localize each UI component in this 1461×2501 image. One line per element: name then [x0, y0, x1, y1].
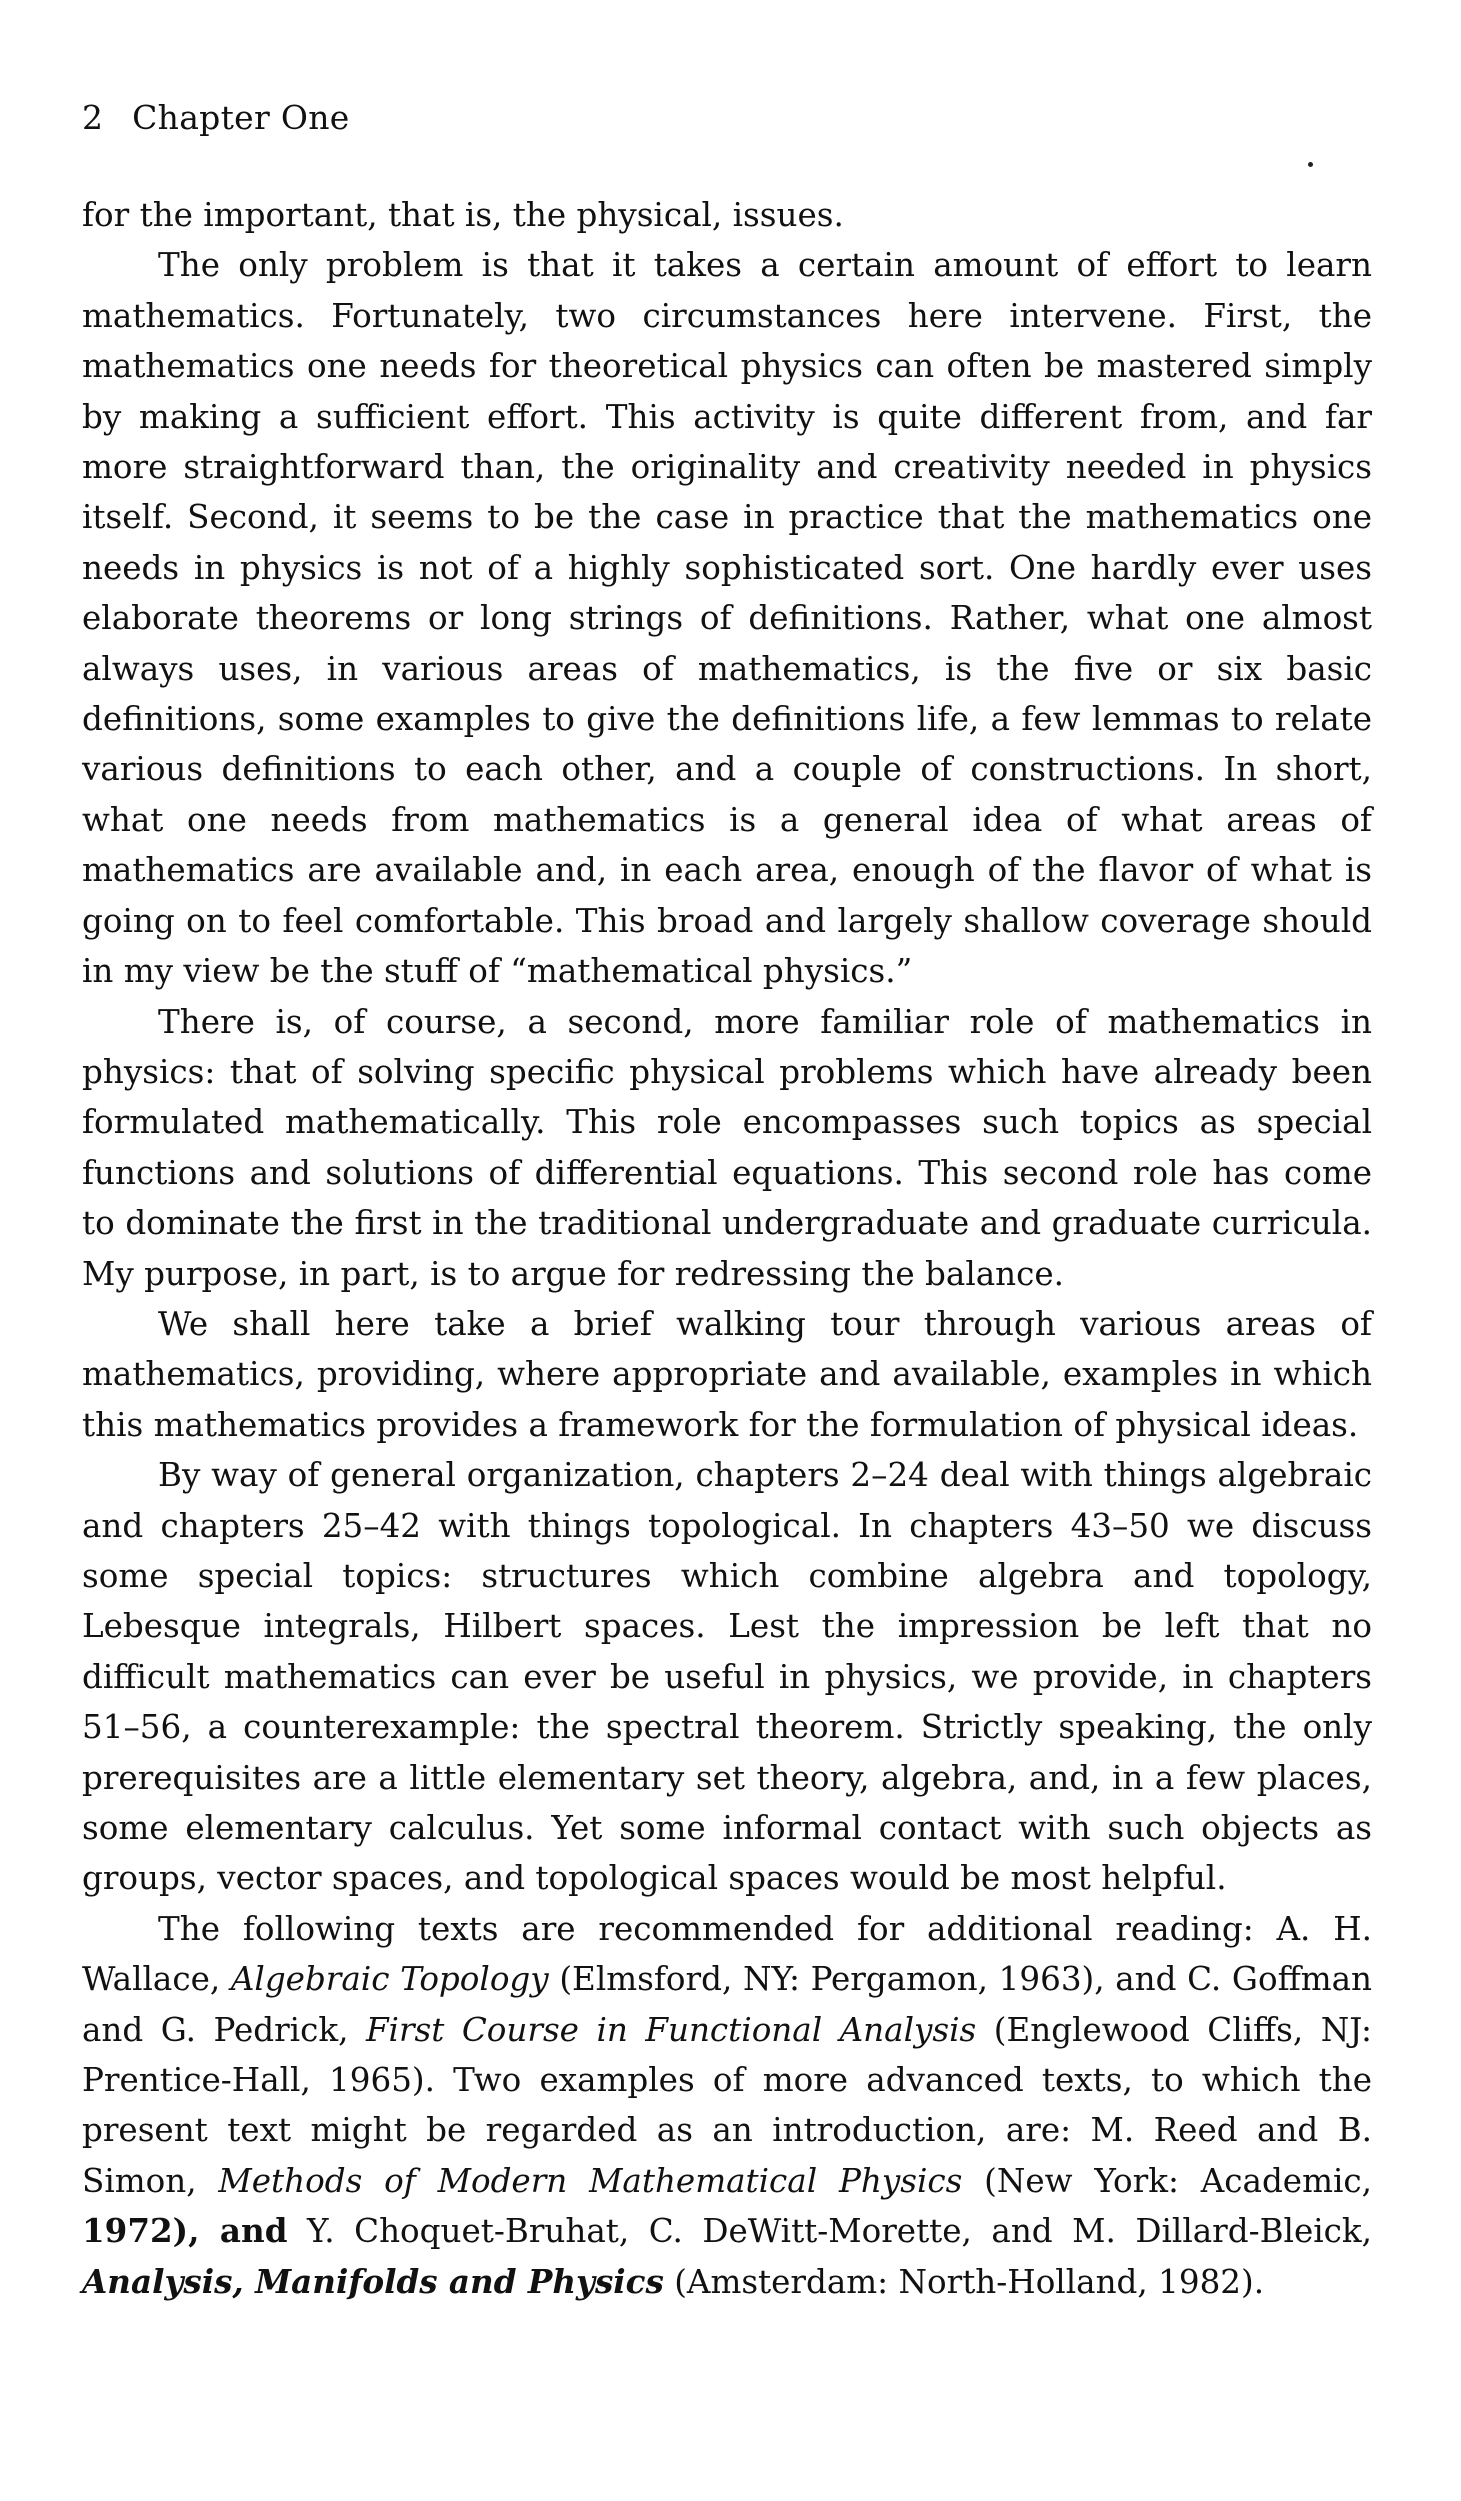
book-title-functional-analysis: First Course in Functional Analysis: [365, 2010, 977, 2049]
book4-authors: Y. Choquet-Bruhat, C. DeWitt-Morette, and M. Dillard-Bleick,: [287, 2212, 1372, 2251]
running-head: [82, 98, 1372, 138]
paragraph-walking-tour: We shall here take a brief walking tour through various areas of mathematics, providing, where appropriate and available, examples in which this mathematics provides a framework for the formulation of physical ideas.: [82, 1304, 1372, 1444]
book-title-algebraic-topology: Algebraic Topology: [230, 1960, 549, 1999]
paragraph-effort: The only problem is that it takes a certain amount of effort to learn mathematics. Fortunately, two circumstances here intervene. First, the mathematics one needs for theoretical physics can often be mastered simply by making a sufficient effort. This activity is quite different from, and far more straightforward than, the originality and creativity needed in physics itself. Second, it seems to be the case in practice that the mathematics one needs in physics is not of a highly sophisticated sort. One hardly ever uses elaborate theorems or long strings of definitions. Rather, what one almost always uses, in various areas of mathematics, is the five or six basic definitions, some examples to give the definitions life, a few lemmas to relate various definitions to each other, and a couple of constructions. In short, what one needs from mathematics is a general idea of what areas of mathematics are available and, in each area, enough of the flavor of what is going on to feel comfortable. This broad and largely shallow coverage should in my view be the stuff of “mathematical physics.”: [82, 246, 1372, 991]
book3-year: 1972), and: [82, 2211, 288, 2251]
book2-publication: (Englewood Cliffs, NJ: Prentice-Hall, 1965). Two examples of more advanced texts, to which the present text might be regarded as an introduction, are: M. Reed and B. Simon,: [82, 2010, 1372, 2200]
book-title-modern-math-physics: Methods of Modern Mathematical Physics: [218, 2161, 963, 2200]
book-title-analysis-manifolds-physics: Analysis, Manifolds and Physics: [82, 2261, 664, 2301]
references-intro: The following texts are recommended for additional reading: A. H. Wallace,: [82, 1909, 1372, 1999]
paragraph-references: [82, 1904, 1372, 2307]
paragraph-organization: By way of general organization, chapters 2–24 deal with things algebraic and chapters 25–42 with things topological. In chapters 43–50 we discuss some special topics: structures which combine algebra and topology, Lebesque integrals, Hilbert spaces. Lest the impression be left that no difficult mathematics can ever be useful in physics, we provide, in chapters 51–56, a counterexample: the spectral theorem. Strictly speaking, the only prerequisites are a little elementary set theory, algebra, and, in a few places, some elementary calculus. Yet some informal contact with such objects as groups, vector spaces, and topological spaces would be most helpful.: [82, 1456, 1372, 1898]
chapter-title: Chapter One: [132, 98, 350, 137]
book1-publication: (Elmsford, NY: Pergamon, 1963), and C. Goffman and G. Pedrick,: [82, 1960, 1373, 2049]
paragraph-second-role: There is, of course, a second, more familiar role of mathematics in physics: that of solving specific physical problems which have already been formulated mathematically. This role encompasses such topics as special functions and solutions of differential equations. This second role has come to dominate the first in the traditional undergraduate and graduate curricula. My purpose, in part, is to argue for redressing the balance.: [82, 1002, 1372, 1293]
body-text: [82, 190, 1372, 2307]
page-number: 2: [82, 98, 104, 137]
book4-publication: (Amsterdam: North-Holland, 1982).: [663, 2262, 1265, 2301]
paragraph-continuation: for the important, that is, the physical, issues.: [82, 196, 844, 234]
book3-publication: (New York: Academic,: [962, 2161, 1373, 2200]
book-page: [82, 98, 1372, 2307]
